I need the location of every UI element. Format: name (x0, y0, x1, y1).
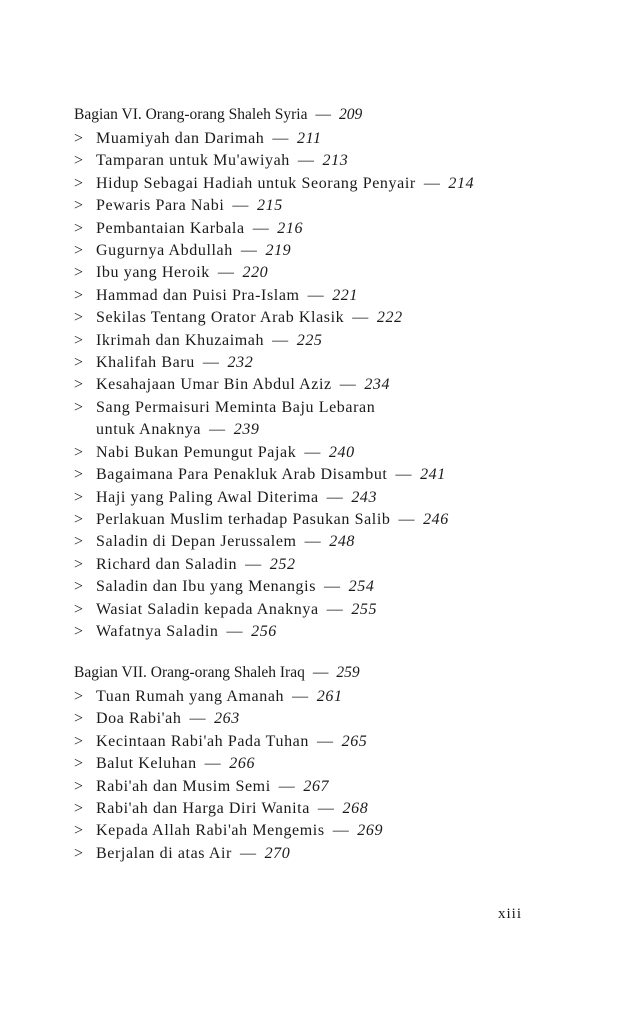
entry-title: Wafatnya Saladin (96, 622, 219, 640)
separator-dash: — (339, 376, 357, 394)
separator-dash: — (312, 664, 329, 681)
toc-entry (74, 531, 574, 553)
entry-title: Kecintaan Rabi'ah Pada Tuhan (96, 732, 309, 750)
entry-page-number: 211 (297, 130, 322, 147)
entry-page-number: 222 (376, 309, 403, 327)
entry-title: Doa Rabi'ah (96, 710, 182, 728)
entry-title: Nabi Bukan Pemungut Pajak (96, 443, 297, 461)
entry-page-number: 265 (341, 732, 368, 750)
toc-entry (74, 599, 574, 621)
entry-title: Wasiat Saladin kepada Anaknya (96, 600, 319, 618)
bullet-marker: > (74, 376, 84, 394)
separator-dash: — (398, 510, 416, 528)
bullet-marker: > (74, 777, 84, 795)
entry-title: Balut Keluhan (96, 755, 197, 773)
entry-title: Hammad dan Puisi Pra-Islam (96, 286, 300, 304)
toc-entry (74, 330, 574, 352)
entry-page-number: 213 (322, 152, 349, 170)
entry-page-number: 256 (251, 622, 277, 640)
entry-page-number: 214 (448, 174, 475, 192)
toc-entry (74, 708, 574, 730)
toc-entry (74, 195, 574, 217)
separator-dash: — (395, 466, 413, 484)
bullet-marker: > (74, 510, 84, 528)
bullet-marker: > (74, 242, 84, 260)
entry-page-number: 216 (277, 219, 304, 237)
entry-title: Perlakuan Muslim terhadap Pasukan Salib (96, 510, 391, 528)
toc-entry (74, 731, 574, 753)
toc-entry (74, 285, 574, 307)
entry-page-number: 246 (423, 510, 449, 528)
toc-section-vii (74, 662, 574, 865)
entry-page-number: 232 (227, 354, 254, 372)
toc-entry (74, 374, 574, 396)
separator-dash: — (272, 331, 289, 349)
entry-page-number: 254 (348, 578, 375, 596)
toc-entry (74, 240, 574, 262)
separator-dash: — (240, 242, 258, 260)
bullet-marker: > (74, 130, 84, 147)
toc-entry (74, 464, 574, 486)
separator-dash: — (423, 174, 441, 192)
bullet-marker: > (74, 398, 84, 416)
entry-title: Kepada Allah Rabi'ah Mengemis (96, 822, 325, 840)
entry-title: Pewaris Para Nabi (96, 197, 225, 215)
separator-dash: — (204, 755, 222, 773)
bullet-marker: > (74, 197, 84, 215)
section-title: Bagian VI. Orang-orang Shaleh Syria (74, 106, 308, 123)
toc-entry (74, 843, 574, 865)
toc-entry (74, 442, 574, 464)
entry-page-number: 267 (303, 777, 330, 795)
bullet-marker: > (74, 600, 84, 618)
entry-page-number: 261 (316, 688, 343, 705)
entry-title: Sang Permaisuri Meminta Baju Lebaran (96, 398, 376, 416)
bullet-marker: > (74, 219, 84, 237)
separator-dash: — (272, 130, 290, 147)
entry-page-number: 220 (242, 264, 269, 282)
separator-dash: — (245, 555, 262, 573)
toc-entry (74, 686, 574, 708)
entry-page-number: 252 (269, 555, 296, 573)
separator-dash: — (239, 844, 257, 862)
entry-title: Gugurnya Abdullah (96, 242, 233, 260)
toc-entry (74, 776, 574, 798)
bullet-marker: > (74, 264, 84, 282)
entry-page-number: 241 (420, 466, 446, 484)
toc-entry (74, 397, 574, 442)
separator-dash: — (332, 822, 350, 840)
toc-entry (74, 798, 574, 820)
separator-dash: — (307, 286, 325, 304)
toc-entry (74, 820, 574, 842)
entry-title-continued: untuk Anaknya (96, 421, 202, 439)
section-title: Bagian VII. Orang-orang Shaleh Iraq (74, 664, 305, 681)
entry-title: Kesahajaan Umar Bin Abdul Aziz (96, 376, 332, 394)
toc-entry (74, 509, 574, 531)
separator-dash: — (317, 800, 335, 818)
section-page-number: 259 (336, 664, 360, 681)
separator-dash: — (292, 688, 309, 705)
entry-title: Saladin di Depan Jerussalem (96, 533, 297, 551)
separator-dash: — (297, 152, 315, 170)
separator-dash: — (209, 421, 226, 439)
entry-page-number: 225 (296, 331, 323, 349)
bullet-marker: > (74, 710, 84, 728)
separator-dash: — (352, 309, 369, 327)
entry-page-number: 243 (351, 488, 378, 506)
bullet-marker: > (74, 309, 84, 327)
bullet-marker: > (74, 533, 84, 551)
entry-page-number: 263 (214, 710, 240, 728)
entry-page-number: 221 (332, 286, 358, 304)
entry-title: Bagaimana Para Penakluk Arab Disambut (96, 466, 388, 484)
entry-title: Pembantaian Karbala (96, 219, 245, 237)
entry-title: Tamparan untuk Mu'awiyah (96, 152, 290, 170)
toc-entry (74, 352, 574, 374)
bullet-marker: > (74, 443, 84, 461)
section-heading (74, 662, 574, 686)
entry-page-number: 240 (328, 443, 355, 461)
entry-page-number: 269 (357, 822, 384, 840)
separator-dash: — (316, 732, 334, 750)
separator-dash: — (217, 264, 235, 282)
entry-title: Saladin dan Ibu yang Menangis (96, 578, 317, 596)
bullet-marker: > (74, 622, 84, 640)
toc-entry (74, 487, 574, 509)
bullet-marker: > (74, 286, 84, 304)
entry-title: Sekilas Tentang Orator Arab Klasik (96, 309, 345, 327)
bullet-marker: > (74, 755, 84, 773)
entry-title: Tuan Rumah yang Amanah (96, 688, 285, 705)
page-folio: xiii (498, 906, 523, 922)
entry-title: Richard dan Saladin (96, 555, 238, 573)
separator-dash: — (304, 533, 322, 551)
entry-title: Muamiyah dan Darimah (96, 130, 265, 147)
bullet-marker: > (74, 578, 84, 596)
bullet-marker: > (74, 822, 84, 840)
separator-dash: — (324, 578, 341, 596)
entry-page-number: 268 (342, 800, 369, 818)
toc-entry (74, 218, 574, 240)
separator-dash: — (315, 106, 331, 123)
toc-list (74, 686, 574, 865)
separator-dash: — (304, 443, 321, 461)
bullet-marker: > (74, 354, 84, 372)
toc-entry (74, 621, 574, 643)
toc-entry (74, 576, 574, 598)
toc-entry (74, 173, 574, 195)
toc-entry (74, 150, 574, 172)
entry-title: Ibu yang Heroik (96, 264, 210, 282)
entry-page-number: 255 (351, 600, 378, 618)
entry-title: Berjalan di atas Air (96, 844, 232, 862)
entry-page-number: 239 (233, 421, 260, 439)
toc-section-vi (74, 104, 574, 643)
bullet-marker: > (74, 844, 84, 862)
toc-entry (74, 554, 574, 576)
separator-dash: — (202, 354, 220, 372)
bullet-marker: > (74, 152, 84, 170)
toc-entry (74, 128, 574, 150)
entry-page-number: 266 (229, 755, 256, 773)
separator-dash: — (326, 600, 344, 618)
section-page-number: 209 (338, 106, 363, 123)
separator-dash: — (226, 622, 244, 640)
entry-title: Rabi'ah dan Musim Semi (96, 777, 271, 795)
entry-title: Ikrimah dan Khuzaimah (96, 331, 265, 349)
bullet-marker: > (74, 174, 84, 192)
bullet-marker: > (74, 331, 84, 349)
bullet-marker: > (74, 688, 84, 705)
toc-entry (74, 307, 574, 329)
section-heading (74, 104, 574, 128)
entry-page-number: 219 (265, 242, 292, 260)
entry-page-number: 215 (257, 197, 283, 215)
toc-list (74, 128, 574, 643)
entry-title: Khalifah Baru (96, 354, 195, 372)
bullet-marker: > (74, 800, 84, 818)
bullet-marker: > (74, 466, 84, 484)
separator-dash: — (326, 488, 344, 506)
bullet-marker: > (74, 488, 84, 506)
separator-dash: — (189, 710, 207, 728)
entry-title: Rabi'ah dan Harga Diri Wanita (96, 800, 310, 818)
toc-entry (74, 753, 574, 775)
entry-title: Hidup Sebagai Hadiah untuk Seorang Penyair (96, 174, 416, 192)
entry-page-number: 248 (329, 533, 356, 551)
separator-dash: — (278, 777, 296, 795)
toc-entry (74, 262, 574, 284)
entry-page-number: 234 (364, 376, 391, 394)
separator-dash: — (252, 219, 270, 237)
entry-title: Haji yang Paling Awal Diterima (96, 488, 319, 506)
separator-dash: — (232, 197, 249, 215)
bullet-marker: > (74, 555, 84, 573)
entry-page-number: 270 (264, 844, 291, 862)
bullet-marker: > (74, 732, 84, 750)
